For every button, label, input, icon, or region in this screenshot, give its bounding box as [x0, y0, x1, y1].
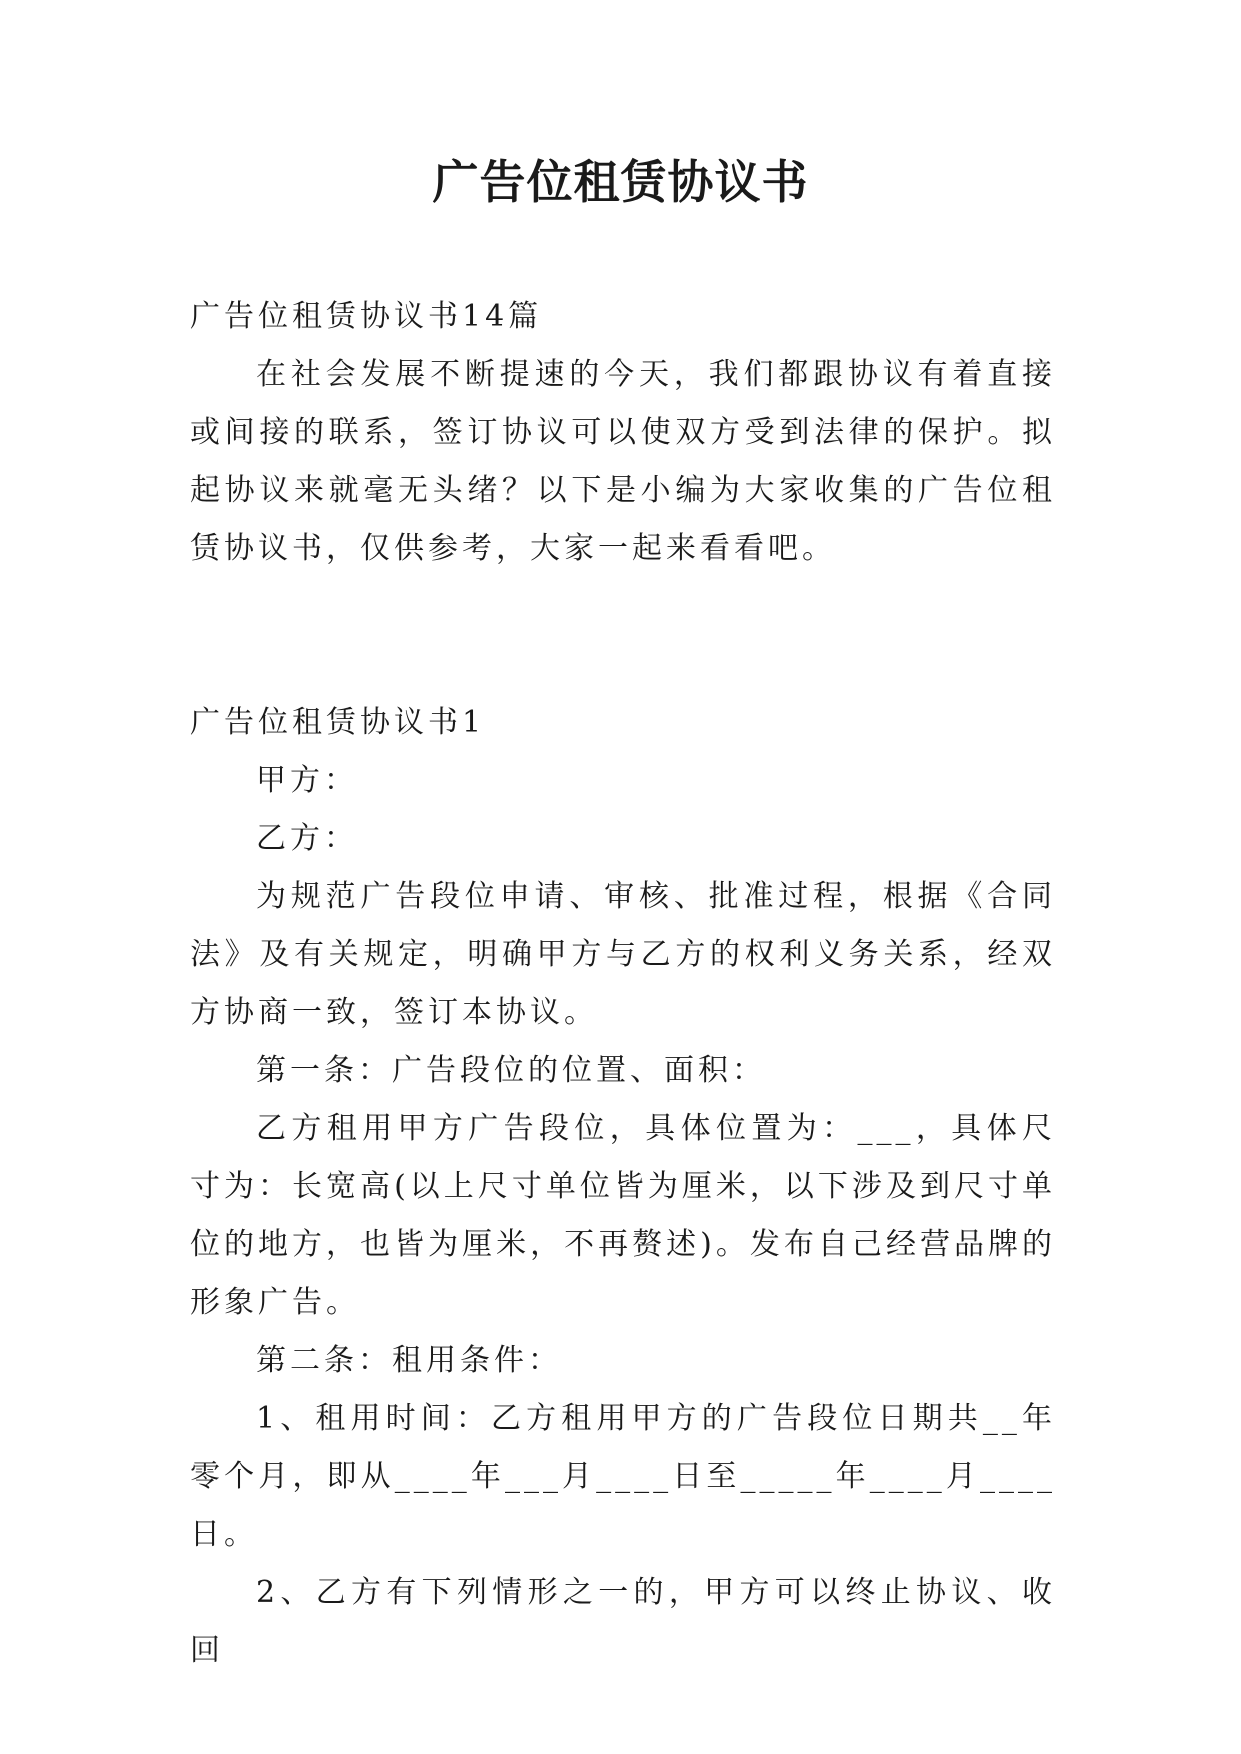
article-2-heading: 第二条：租用条件：: [256, 1343, 562, 1378]
document-title: 广告位租赁协议书: [432, 155, 809, 209]
party-b-line: 乙方：: [256, 821, 358, 856]
intro-paragraph: 在社会发展不断提速的今天，我们都跟协议有着直接或间接的联系，签订协议可以使双方受到法律的保护。拟起协议来就毫无头绪？以下是小编为大家收集的广告位租赁协议书，仅供参考，大家一起来看看吧。: [190, 357, 1056, 566]
section-spacer: [190, 578, 1056, 694]
article-2-item-2: 2、乙方有下列情形之一的，甲方可以终止协议、收回: [190, 1575, 1056, 1668]
section-title: 广告位租赁协议书1: [190, 705, 486, 740]
preamble-paragraph: 为规范广告段位申请、审核、批准过程，根据《合同法》及有关规定，明确甲方与乙方的权利义务关系，经双方协商一致，签订本协议。: [190, 879, 1056, 1030]
article-2-item-1: 1、租用时间：乙方租用甲方的广告段位日期共__年零个月，即从____年___月____日至_____年____月____日。: [190, 1401, 1056, 1552]
document-body: [190, 288, 1056, 1680]
article-1-paragraph: 乙方租用甲方广告段位，具体位置为：___，具体尺寸为：长宽高(以上尺寸单位皆为厘米，以下涉及到尺寸单位的地方，也皆为厘米，不再赘述)。发布自己经营品牌的形象广告。: [190, 1111, 1056, 1320]
document-subtitle: 广告位租赁协议书14篇: [190, 299, 543, 334]
party-a-line: 甲方：: [256, 763, 358, 798]
article-1-heading: 第一条：广告段位的位置、面积：: [256, 1053, 766, 1088]
